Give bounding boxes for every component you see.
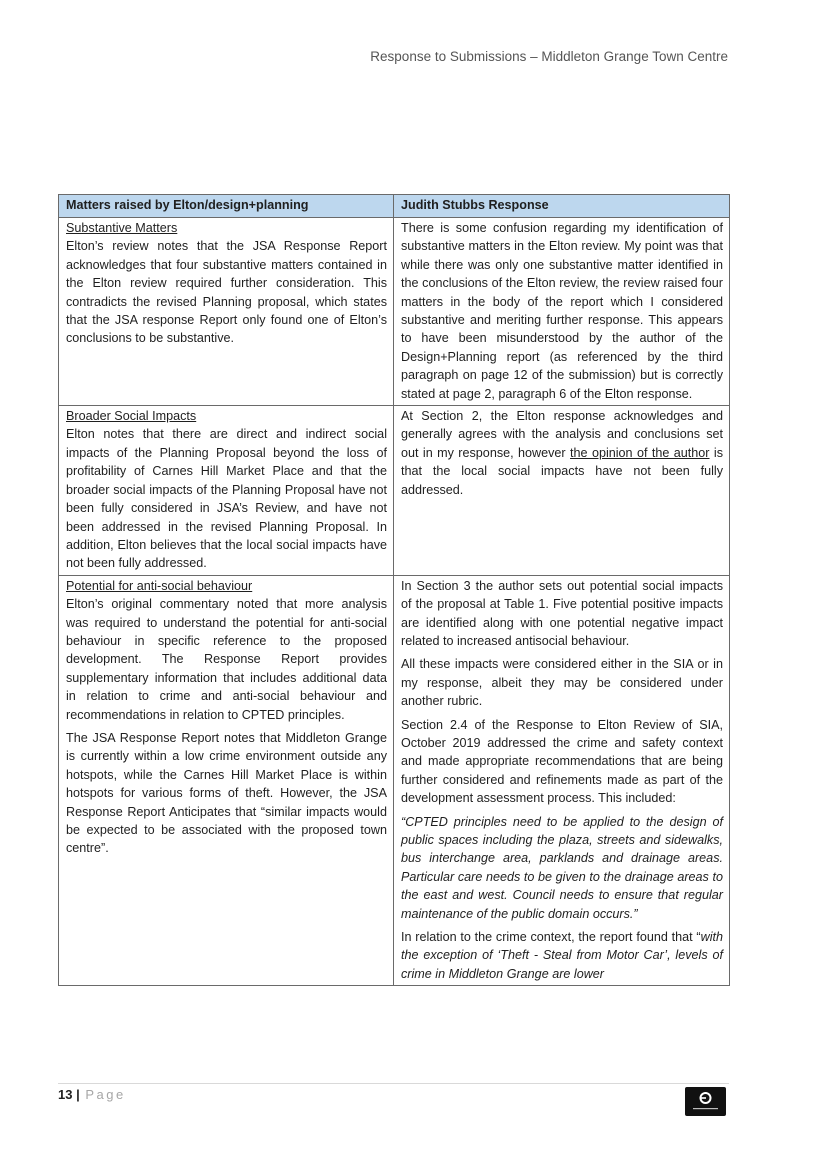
matter-paragraph: Elton notes that there are direct and indirect social impacts of the Planning Proposal beyond the loss of profitability of Carnes Hill Market Place and that the broader social impacts of the Planning Proposal have not been fully considered in JSA’s Review, and have not been addressed in the revised Planning Proposal. In addition, Elton believes that the local social impacts have not been fully addressed.	[66, 427, 387, 571]
underlined-phrase: the opinion of the author	[570, 445, 710, 460]
matter-cell	[59, 406, 394, 576]
matter-paragraph: Elton’s review notes that the JSA Response Report acknowledges that four substantive matters contained in the Elton review required further consideration. This contradicts the revised Planning proposal, which states that the JSA response Report only found one of Elton’s conclusions to be substantive.	[66, 239, 387, 346]
response-paragraph: In Section 3 the author sets out potential social impacts of the proposal at Table 1. Five potential positive impacts are identified along with one potential negative impact related to increased antisocial behaviour.	[401, 578, 723, 648]
matter-cell	[59, 218, 394, 406]
page-separator: |	[76, 1087, 80, 1102]
response-text: At Section 2, the Elton response acknowledges and generally agrees with the analysis and conclusions set out in my response, however	[401, 409, 723, 460]
response-text: In relation to the crime context, the report found that “	[401, 930, 701, 945]
column-header-matters: Matters raised by Elton/design+planning	[59, 195, 394, 218]
running-header: Response to Submissions – Middleton Grange Town Centre	[370, 49, 728, 64]
quoted-recommendation: “CPTED principles need to be applied to the design of public spaces including the plaza, streets and sidewalks, bus interchange area, parklands and drainage areas. Particular care needs to be given to the drainage areas to the east and west. Council needs to ensure that regular maintenance of the public domain occurs.”	[401, 814, 723, 921]
response-paragraph: Section 2.4 of the Response to Elton Review of SIA, October 2019 addressed the crime and safety context and made appropriate recommendations that are being further considered and refinements made as part of the development assessment process. This included:	[401, 717, 723, 806]
page-number-value: 13	[58, 1087, 73, 1102]
footer-divider	[58, 1083, 729, 1084]
table-row	[59, 406, 730, 576]
quoted-finding: with the exception of ‘Theft - Steal from Motor Car’, levels of crime in Middleton Grange are lower	[401, 930, 723, 981]
response-cell	[394, 406, 730, 576]
company-logo	[685, 1087, 726, 1116]
response-text: is that the local social impacts have not been fully addressed.	[401, 445, 723, 497]
page-label: Page	[85, 1087, 126, 1102]
response-paragraph: All these impacts were considered either in the SIA or in my response, albeit they may be considered under another rubric.	[401, 657, 723, 709]
row-subheading: Substantive Matters	[66, 221, 178, 235]
row-subheading: Broader Social Impacts	[66, 409, 197, 424]
response-paragraph	[401, 928, 723, 983]
row-subheading: Potential for anti-social behaviour	[66, 578, 253, 593]
matter-cell	[59, 575, 394, 986]
table-row	[59, 218, 730, 406]
response-table	[58, 194, 730, 986]
response-paragraph: There is some confusion regarding my identification of substantive matters in the Elton review. My point was that while there was only one substantive matter identified in the conclusions of the Elton review, the review raised four matters in the body of the report which I considered substantive and meriting further response. This appears to have been misunderstood by the author of the Design+Planning report (as referenced by the third paragraph on page 12 of the submission) but is correctly stated at page 2, paragraph 6 of the Elton response.	[401, 221, 723, 401]
column-header-response: Judith Stubbs Response	[394, 195, 730, 218]
response-cell	[394, 575, 730, 986]
page-number	[58, 1087, 126, 1102]
table-header-row	[59, 195, 730, 218]
table-row	[59, 575, 730, 986]
response-paragraph	[401, 407, 723, 499]
response-cell	[394, 218, 730, 406]
matter-paragraph: The JSA Response Report notes that Middleton Grange is currently within a low crime environment outside any hotspots, while the Carnes Hill Market Place is within hotspots for various forms of theft. However, the JSA Response Report Anticipates that “similar impacts would be expected to be associated with the proposed town centre”.	[66, 730, 387, 856]
matter-paragraph: Elton’s original commentary noted that more analysis was required to understand the potential for anti-social behaviour in specific reference to the proposed development. The Response Report provides supplementary information that includes additional data in relation to crime and anti-social behaviour and recommendations in relation to CPTED principles.	[66, 597, 387, 722]
